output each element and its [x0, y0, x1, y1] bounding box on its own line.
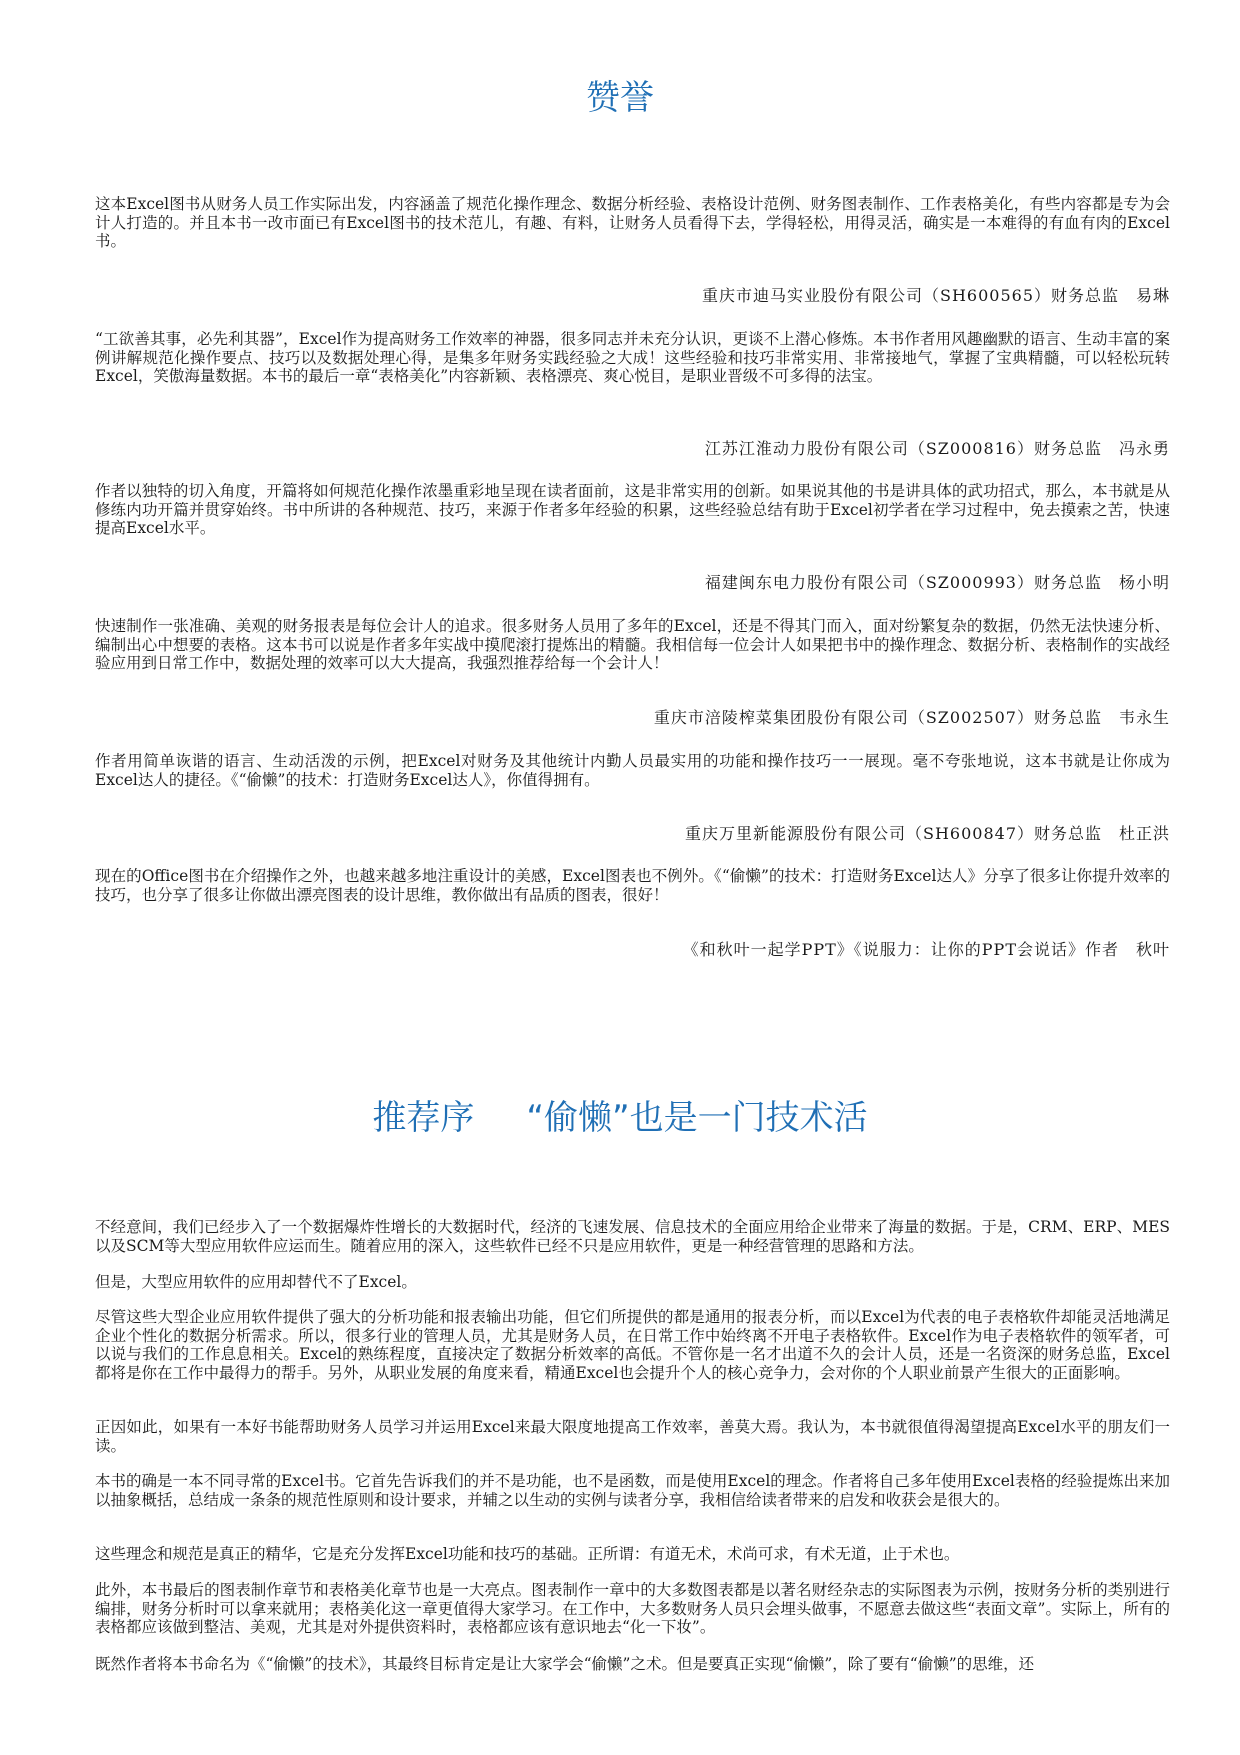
praise-attribution-3: 福建闽东电力股份有限公司（SZ000993）财务总监 杨小明: [704, 573, 1170, 592]
praise-text-1: 这本Excel图书从财务人员工作实际出发，内容涵盖了规范化操作理念、数据分析经验、表格设计范例、财务图表制作、工作表格美化，有些内容都是专为会计人打造的。并且本书一改市面已有Excel图书的技术范儿，有趣、有料，让财务人员看得下去，学得轻松，用得灵活，确实是一本难得的有血有肉的Excel书。: [95, 195, 1170, 250]
preface-paragraph-6: 这些理念和规范是真正的精华，它是充分发挥Excel功能和技巧的基础。正所谓：有道无术，术尚可求，有术无道，止于术也。: [95, 1545, 960, 1563]
preface-paragraph-3: 尽管这些大型企业应用软件提供了强大的分析功能和报表输出功能，但它们所提供的都是通用的报表分析，而以Excel为代表的电子表格软件却能灵活地满足企业个性化的数据分析需求。所以，很多行业的管理人员，尤其是财务人员，在日常工作中始终离不开电子表格软件。Excel作为电子表格软件的领军者，可以说与我们的工作息息相关。Excel的熟练程度，直接决定了数据分析效率的高低。不管你是一名才出道不久的会计人员，还是一名资深的财务总监，Excel都将是你在工作中最得力的帮手。另外，从职业发展的角度来看，精通Excel也会提升个人的核心竞争力，会对你的个人职业前景产生很大的正面影响。: [95, 1308, 1170, 1382]
preface-paragraph-1: 不经意间，我们已经步入了一个数据爆炸性增长的大数据时代，经济的飞速发展、信息技术的全面应用给企业带来了海量的数据。于是，CRM、ERP、MES以及SCM等大型应用软件应运而生。随着应用的深入，这些软件已经不只是应用软件，更是一种经营管理的思路和方法。: [95, 1218, 1170, 1255]
praise-text-5: 作者用简单诙谐的语言、生动活泼的示例，把Excel对财务及其他统计内勤人员最实用的功能和操作技巧一一展现。毫不夸张地说，这本书就是让你成为Excel达人的捷径。《“偷懒”的技术：打造财务Excel达人》，你值得拥有。: [95, 752, 1170, 789]
praise-text-3: 作者以独特的切入角度，开篇将如何规范化操作浓墨重彩地呈现在读者面前，这是非常实用的创新。如果说其他的书是讲具体的武功招式，那么，本书就是从修练内功开篇并贯穿始终。书中所讲的各种规范、技巧，来源于作者多年经验的积累，这些经验总结有助于Excel初学者在学习过程中，免去摸索之苦，快速提高Excel水平。: [95, 482, 1170, 537]
preface-paragraph-5: 本书的确是一本不同寻常的Excel书。它首先告诉我们的并不是功能，也不是函数，而是使用Excel的理念。作者将自己多年使用Excel表格的经验提炼出来加以抽象概括，总结成一条条的规范性原则和设计要求，并辅之以生动的实例与读者分享，我相信给读者带来的启发和收获会是很大的。: [95, 1472, 1170, 1509]
preface-title-label: 推荐序: [372, 1098, 475, 1138]
praise-attribution-5: 重庆万里新能源股份有限公司（SH600847）财务总监 杜正洪: [685, 824, 1170, 843]
praise-title: 赞誉: [586, 78, 654, 118]
praise-text-2: “工欲善其事，必先利其器”，Excel作为提高财务工作效率的神器，很多同志并未充分认识，更谈不上潜心修炼。本书作者用风趣幽默的语言、生动丰富的案例讲解规范化操作要点、技巧以及数据处理心得，是集多年财务实践经验之大成！这些经验和技巧非常实用、非常接地气，掌握了宝典精髓，可以轻松玩转Excel，笑傲海量数据。本书的最后一章“表格美化”内容新颖、表格漂亮、爽心悦目，是职业晋级不可多得的法宝。: [95, 330, 1170, 385]
preface-paragraph-8: 既然作者将本书命名为《“偷懒”的技术》，其最终目标肯定是让大家学会“偷懒”之术。但是要真正实现“偷懒”，除了要有“偷懒”的思维，还: [95, 1655, 1035, 1673]
praise-attribution-1: 重庆市迪马实业股份有限公司（SH600565）财务总监 易琳: [702, 286, 1170, 305]
preface-title-subtitle: “偷懒”也是一门技术活: [526, 1098, 868, 1138]
preface-title: [0, 1090, 1240, 1139]
praise-text-6: 现在的Office图书在介绍操作之外，也越来越多地注重设计的美感，Excel图表也不例外。《“偷懒”的技术：打造财务Excel达人》分享了很多让你提升效率的技巧，也分享了很多让你做出漂亮图表的设计思维，教你做出有品质的图表，很好！: [95, 867, 1170, 904]
preface-paragraph-7: 此外，本书最后的图表制作章节和表格美化章节也是一大亮点。图表制作一章中的大多数图表都是以著名财经杂志的实际图表为示例，按财务分析的类别进行编排，财务分析时可以拿来就用；表格美化这一章更值得大家学习。在工作中，大多数财务人员只会埋头做事，不愿意去做这些“表面文章”。实际上，所有的表格都应该做到整洁、美观，尤其是对外提供资料时，表格都应该有意识地去“化一下妆”。: [95, 1581, 1170, 1636]
preface-paragraph-2: 但是，大型应用软件的应用却替代不了Excel。: [95, 1273, 417, 1291]
preface-paragraph-4: 正因如此，如果有一本好书能帮助财务人员学习并运用Excel来最大限度地提高工作效率，善莫大焉。我认为，本书就很值得渴望提高Excel水平的朋友们一读。: [95, 1418, 1170, 1455]
praise-attribution-2: 江苏江淮动力股份有限公司（SZ000816）财务总监 冯永勇: [704, 439, 1170, 458]
praise-attribution-6: 《和秋叶一起学PPT》《说服力：让你的PPT会说话》作者 秋叶: [682, 940, 1170, 959]
praise-attribution-4: 重庆市涪陵榨菜集团股份有限公司（SZ002507）财务总监 韦永生: [653, 708, 1170, 727]
praise-text-4: 快速制作一张准确、美观的财务报表是每位会计人的追求。很多财务人员用了多年的Excel，还是不得其门而入，面对纷繁复杂的数据，仍然无法快速分析、编制出心中想要的表格。这本书可以说是作者多年实战中摸爬滚打提炼出的精髓。我相信每一位会计人如果把书中的操作理念、数据分析、表格制作的实战经验应用到日常工作中，数据处理的效率可以大大提高，我强烈推荐给每一个会计人！: [95, 617, 1170, 672]
